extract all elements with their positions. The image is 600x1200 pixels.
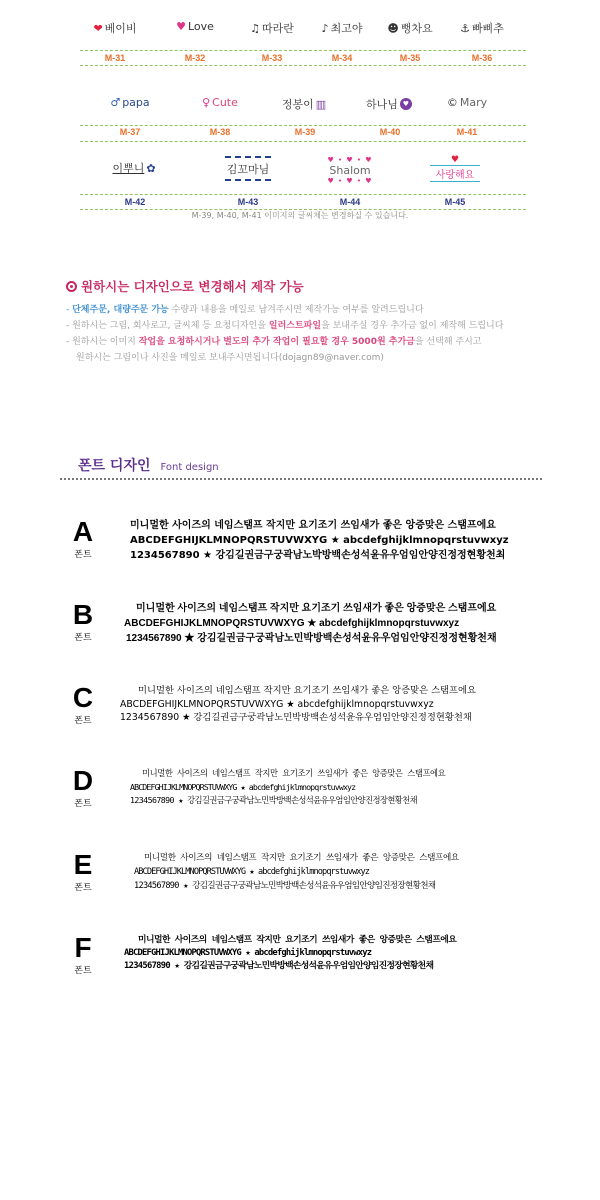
sample-line-2: ABCDEFGHIJKLMNOPQRSTUVWXYG ★ abcdefghijklmnopqrstuvwxyz xyxy=(130,781,356,792)
font-label: 폰트 xyxy=(74,799,92,809)
sample-line-1: 미니멀한 사이즈의 네임스탬프 작지만 요기조기 쓰임새가 좋은 앙증맞은 스탬프에요 xyxy=(138,685,476,696)
font-letter: F xyxy=(74,932,92,963)
lines-icon xyxy=(225,179,271,181)
font-block-f xyxy=(68,934,548,994)
hearts-icon: ♥ • ♥ • ♥ xyxy=(327,156,373,164)
divider xyxy=(80,50,526,51)
face-icon: ☻ xyxy=(387,21,399,35)
music-note-icon: ♫ xyxy=(250,21,260,35)
font-block-e xyxy=(68,851,548,911)
font-label: 폰트 xyxy=(74,550,92,560)
stamp-label: Mary xyxy=(459,96,488,109)
sample-line-2: ABCDEFGHIJKLMNOPQRSTUVWXYG ★ abcdefghijklmnopqrstuvwxyz xyxy=(124,948,372,958)
code-label: M-33 xyxy=(261,53,283,63)
font-block-b xyxy=(68,601,548,661)
stamp-label: Love xyxy=(187,20,214,33)
font-letter: E xyxy=(73,849,93,880)
sample-line-3: 1234567890 ★ 강김길권금구궁곽남노민박방백손성석윤유우엄임안양진정정현황천채 xyxy=(120,712,472,723)
font-block-c xyxy=(68,684,548,744)
target-icon xyxy=(66,281,77,292)
code-label: M-34 xyxy=(331,53,353,63)
stamp-m31 xyxy=(85,20,145,36)
stamp-m36 xyxy=(452,20,512,36)
stamp-label: 따라란 xyxy=(261,22,294,35)
sample-line-1: 미니멀한 사이즈의 네임스탬프 작지만 요기조기 쓰임새가 좋은 앙증맞은 스탬프에요 xyxy=(142,768,446,778)
stamp-label: 최고야 xyxy=(330,22,363,35)
stamp-m35 xyxy=(380,20,440,36)
male-icon: ♂ xyxy=(110,96,121,109)
stamp-m45 xyxy=(425,156,485,182)
stamp-row-3 xyxy=(80,155,526,207)
stamp-label: 베이비 xyxy=(104,22,137,35)
hearts-icon: ♥ • ♥ • ♥ xyxy=(327,177,373,185)
stamp-m44 xyxy=(320,156,380,185)
stamp-label: 정봉이 xyxy=(281,98,314,111)
font-label: 폰트 xyxy=(74,633,92,643)
custom-design-info xyxy=(66,277,566,366)
sample-line-3: 1234567890 ★ 강김길권금구궁곽남노민박방백손성석윤유우엄임안양진정정현황천채 xyxy=(126,633,497,644)
font-design-subtitle: Font design xyxy=(160,462,219,473)
font-letter: D xyxy=(72,765,94,796)
sample-line-2: ABCDEFGHIJKLMNOPQRSTUVWXYG ★ abcdefghijklmnopqrstuvwxyz xyxy=(120,698,434,710)
heart-icon: ❤ xyxy=(93,21,103,35)
info-line-4: 원하시는 그림이나 사진을 메일로 보내주시면됩니다(dojagn89@naver.com) xyxy=(76,353,384,363)
code-label: M-35 xyxy=(399,53,421,63)
stamp-m34 xyxy=(312,20,372,36)
stamp-label: 사랑해요 xyxy=(435,170,475,181)
stamp-m40 xyxy=(360,96,420,112)
font-label: 폰트 xyxy=(74,716,92,726)
code-label: M-43 xyxy=(237,197,259,207)
stamp-row-1 xyxy=(80,20,526,63)
stamp-m38 xyxy=(190,96,250,109)
code-label: M-32 xyxy=(184,53,206,63)
divider xyxy=(80,125,526,126)
font-design-divider xyxy=(60,478,542,480)
code-label: M-36 xyxy=(471,53,493,63)
stamp-label: papa xyxy=(122,96,150,109)
stamp-label: 하나님 xyxy=(366,98,398,111)
divider xyxy=(80,194,526,195)
code-label: M-39 xyxy=(294,127,316,137)
stamp-m43 xyxy=(218,156,278,181)
font-block-a xyxy=(68,518,548,578)
sample-line-2: ABCDEFGHIJKLMNOPQRSTUVWXYG ★ abcdefghijklmnopqrstuvwxyz xyxy=(134,867,370,877)
stamp-m32 xyxy=(165,20,225,33)
font-block-d xyxy=(68,767,548,827)
code-label: M-44 xyxy=(339,197,361,207)
divider xyxy=(80,141,526,142)
font-label: 폰트 xyxy=(74,966,92,976)
code-label: M-37 xyxy=(119,127,141,137)
stamp-label: 김꼬마님 xyxy=(226,163,270,176)
info-title-text: 원하시는 디자인으로 변경해서 제작 가능 xyxy=(81,279,304,294)
stamp-m42 xyxy=(105,160,165,176)
female-icon: ♀ xyxy=(202,96,211,109)
sample-line-1: 미니멀한 사이즈의 네임스탬프 작지만 요기조기 쓰임새가 좋은 앙증맞은 스탬프에요 xyxy=(136,603,497,614)
code-label: M-45 xyxy=(444,197,466,207)
lines-icon xyxy=(225,156,271,158)
sample-line-1: 미니멀한 사이즈의 네임스탬프 작지만 요기조기 쓰임새가 좋은 앙증맞은 스탬프에요 xyxy=(130,520,496,531)
font-letter: B xyxy=(72,599,94,630)
flower-icon: ✿ xyxy=(146,161,156,175)
sample-line-2: ABCDEFGHIJKLMNOPQRSTUVWXYG ★ abcdefghijklmnopqrstuvwxyz xyxy=(130,535,509,546)
font-design-header xyxy=(78,455,219,475)
copyright-icon: © xyxy=(446,96,458,109)
code-label: M-41 xyxy=(456,127,478,137)
info-line-3: - 원하시는 이미지 작업을 요청하시거나 별도의 추가 작업이 필요할 경우 5000원 추가금을 선택해 주시고 xyxy=(66,337,482,347)
sample-line-3: 1234567890 ★ 강김길권금구궁곽남노민박방백손성석윤유우엄임안양임진정장현황천채 xyxy=(124,961,434,971)
font-letter: A xyxy=(72,516,94,547)
font-letter: C xyxy=(72,682,94,713)
code-label: M-31 xyxy=(104,53,126,63)
stamp-m33 xyxy=(242,20,302,36)
stamp-label: 빠삐추 xyxy=(471,22,504,35)
piano-icon: ▥ xyxy=(315,97,327,111)
badge-icon: ♥ xyxy=(400,98,412,110)
stamp-label: Cute xyxy=(212,96,238,109)
divider xyxy=(80,65,526,66)
stamp-label: 뻥차요 xyxy=(400,22,433,35)
code-label: M-38 xyxy=(209,127,231,137)
font-design-title: 폰트 디자인 xyxy=(78,458,151,474)
stamp-m37 xyxy=(100,96,160,109)
info-lines xyxy=(66,302,566,366)
sample-line-3: 1234567890 ★ 강김길권금구궁곽남노민박방백손성석윤유우엄임안양진정장현황천채 xyxy=(130,795,417,805)
sample-line-3: 1234567890 ★ 강김길권금구궁곽남노민박방백손성석윤유우엄임안양임진정장현황천채 xyxy=(134,881,436,891)
info-line-2: - 원하시는 그림, 회사로고, 글씨체 등 요청디자인을 일러스트파일을 보내주실 경우 추가금 없이 제작해 드립니다 xyxy=(66,321,504,331)
code-label: M-40 xyxy=(379,127,401,137)
stamp-m41 xyxy=(437,96,497,109)
lines-icon xyxy=(430,181,480,182)
anchor-icon: ⚓ xyxy=(460,21,470,35)
stamp-m39 xyxy=(275,96,335,112)
heart-icon: ♥ xyxy=(450,155,460,165)
info-line-1: - 단체주문, 대량주문 가능 수량과 내용을 메일로 남겨주시면 제작가능 여부를 알려드립니다 xyxy=(66,305,424,315)
sample-line-2: ABCDEFGHIJKLMNOPQRSTUVWXYG ★ abcdefghijklmnopqrstuvwxyz xyxy=(124,618,460,629)
music-note-icon: ♪ xyxy=(321,21,329,35)
font-label: 폰트 xyxy=(74,883,92,893)
sample-line-3: 1234567890 ★ 강김길권금구궁곽남노박방백손성석윤유우엄임안양진정정현황천최 xyxy=(130,550,506,561)
stamp-label: 이뿌니 xyxy=(112,162,145,175)
code-label: M-42 xyxy=(124,197,146,207)
sample-line-1: 미니멀한 사이즈의 네임스탬프 작지만 요기조기 쓰임새가 좋은 앙증맞은 스탬프에요 xyxy=(138,935,457,945)
sample-line-1: 미니멀한 사이즈의 네임스탬프 작지만 요기조기 쓰임새가 좋은 앙증맞은 스탬프에요 xyxy=(144,853,459,863)
stamp-row-2 xyxy=(80,96,526,137)
stamp-note: M-39, M-40, M-41 이미지의 글씨체는 변경하실 수 있습니다. xyxy=(191,211,409,220)
stamp-label: Shalom xyxy=(329,164,371,177)
heart-circle-icon: ♥ xyxy=(176,20,186,33)
info-title xyxy=(66,277,566,295)
